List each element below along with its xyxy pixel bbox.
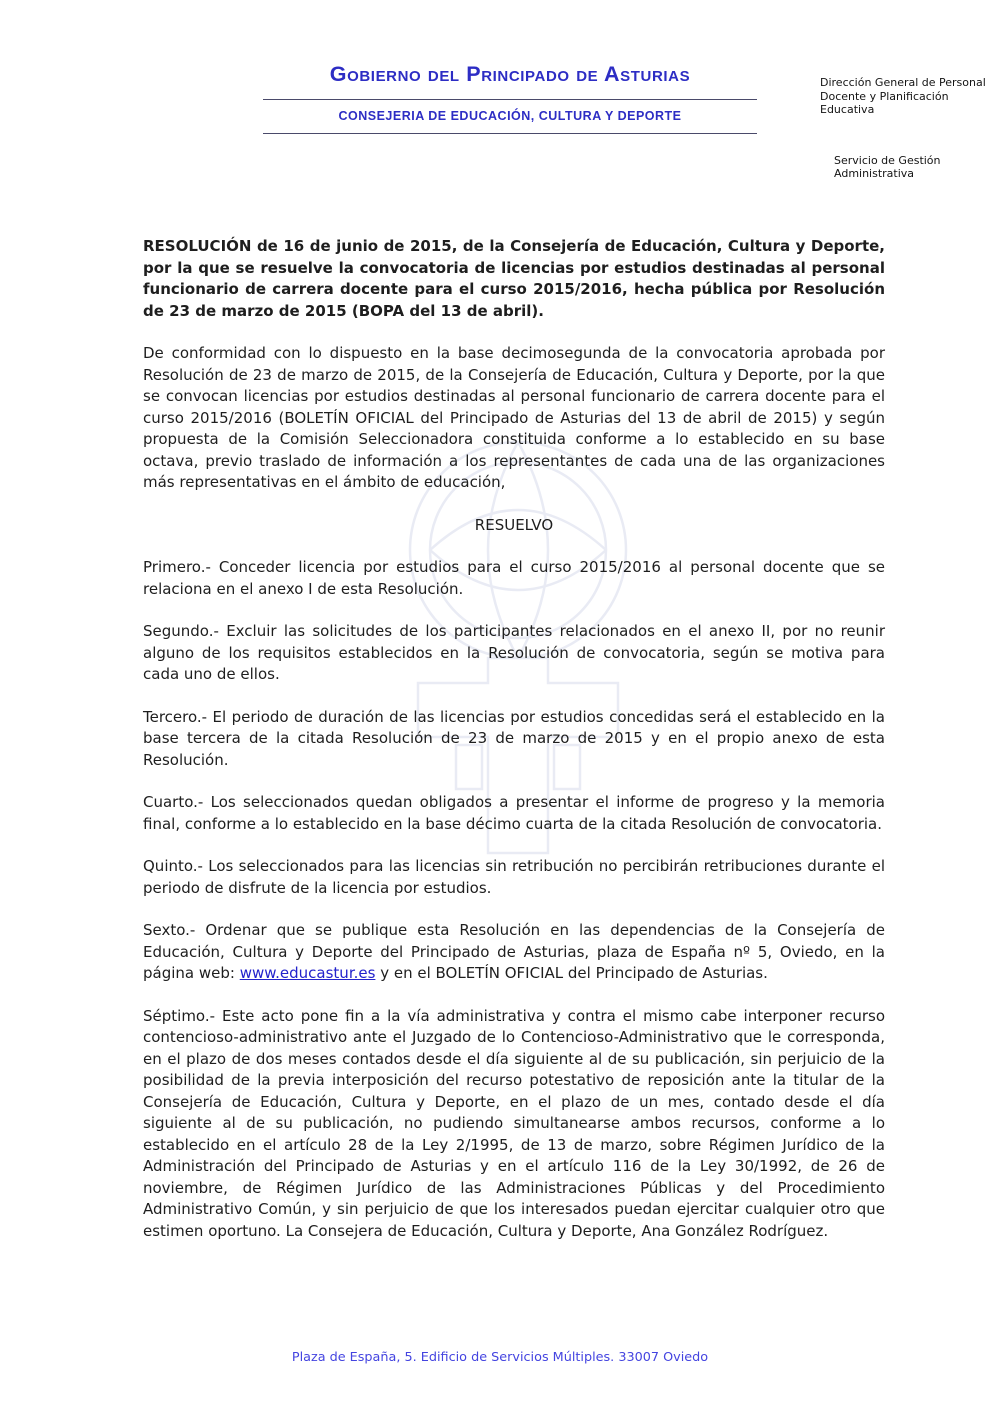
- paragraph-quinto: Quinto.- Los seleccionados para las licencias sin retribución no percibirán retribuciones durante el periodo de disfrute de la licencia por estudios.: [143, 857, 885, 897]
- paragraph-sexto: [143, 920, 885, 985]
- footer-address: Plaza de España, 5. Edificio de Servicios Múltiples. 33007 Oviedo: [291, 1350, 709, 1365]
- header-divider-bottom: [263, 133, 757, 134]
- educastur-link[interactable]: www.educastur.es: [239, 964, 376, 982]
- header: [263, 62, 757, 134]
- paragraph-septimo: Séptimo.- Este acto pone fin a la vía administrativa y contra el mismo cabe interponer recurso contencioso-administrativo ante el Juzgado de lo Contencioso-Administrativo que le corresponda, en el plazo de dos meses contados desde el día siguiente al de su publicación, sin perjuicio de la posibilidad de la previa interposición del recurso potestativo de reposición ante la titular de la Consejería de Educación, Cultura y Deporte, en el plazo de un mes, contado desde el día siguiente al de su publicación, no pudiendo simultanearse ambos recursos, conforme a lo establecido en el artículo 28 de la Ley 2/1995, de 13 de marzo, sobre Régimen Jurídico de la Administración del Principado de Asturias y en el artículo 116 de la Ley 30/1992, de 26 de noviembre, de Régimen Jurídico de las Administraciones Públicas y del Procedimiento Administrativo Común, y sin perjuicio de que los interesados puedan ejercitar cualquier otro que estimen oportuno. La Consejera de Educación, Cultura y Deporte, Ana González Rodríguez.: [143, 1006, 885, 1240]
- document-body: [143, 236, 885, 1263]
- paragraph-primero: Primero.- Conceder licencia por estudios para el curso 2015/2016 al personal docente que se relaciona en el anexo I de esta Resolución.: [143, 558, 885, 598]
- direction-line-2: Docente y Planificación Educativa: [820, 89, 949, 116]
- service-block: [834, 154, 992, 181]
- paragraph-cuarto: Cuarto.- Los seleccionados quedan obligados a presentar el informe de progreso y la memoria final, conforme a lo establecido en la base décimo cuarta de la citada Resolución de convocatoria.: [143, 793, 885, 833]
- sexto-text-before: Sexto.- Ordenar que se publique esta Resolución en las dependencias de la Consejería de Educación, Cultura y Deporte del Principado de Asturias, plaza de España nº 5, Oviedo, en la página web:: [143, 921, 885, 982]
- direction-line-1: Dirección General de Personal: [820, 76, 986, 89]
- paragraph-segundo: Segundo.- Excluir las solicitudes de los participantes relacionados en el anexo II, por no reunir alguno de los requisitos establecidos en la Resolución de convocatoria, según se motiva para cada uno de ellos.: [143, 622, 885, 683]
- intro-paragraph: De conformidad con lo dispuesto en la base decimosegunda de la convocatoria aprobada por Resolución de 23 de marzo de 2015, de la Consejería de Educación, Cultura y Deporte, por la que se convocan licencias por estudios destinadas al personal funcionario de carrera docente para el curso 2015/2016 (BOLETÍN OFICIAL del Principado de Asturias del 13 de abril de 2015) y según propuesta de la Comisión Seleccionadora constituida conforme a lo establecido en su base octava, previo traslado de información a los representantes de cada una de las organizaciones más representativas en el ámbito de educación,: [143, 344, 885, 491]
- resolution-title: RESOLUCIÓN de 16 de junio de 2015, de la Consejería de Educación, Cultura y Deporte, por la que se resuelve la convocatoria de licencias por estudios destinadas al personal funcionario de carrera docente para el curso 2015/2016, hecha pública por Resolución de 23 de marzo de 2015 (BOPA del 13 de abril).: [143, 237, 885, 320]
- government-title: Gobierno del Principado de Asturias: [329, 62, 691, 86]
- service-line-2: Administrativa: [834, 167, 915, 180]
- department-title: CONSEJERIA DE EDUCACIÓN, CULTURA Y DEPORTE: [338, 109, 682, 123]
- service-line-1: Servicio de Gestión: [834, 153, 941, 167]
- header-right-block: [820, 76, 992, 181]
- sexto-text-after: y en el BOLETÍN OFICIAL del Principado de Asturias.: [375, 964, 768, 982]
- resuelvo-heading: RESUELVO: [474, 515, 554, 534]
- paragraph-tercero: Tercero.- El periodo de duración de las licencias por estudios concedidas será el establecido en la base tercera de la citada Resolución de 23 de marzo de 2015 y en el propio anexo de esta Resolución.: [143, 707, 885, 769]
- header-divider-top: [263, 99, 757, 100]
- direction-general-block: [820, 76, 992, 117]
